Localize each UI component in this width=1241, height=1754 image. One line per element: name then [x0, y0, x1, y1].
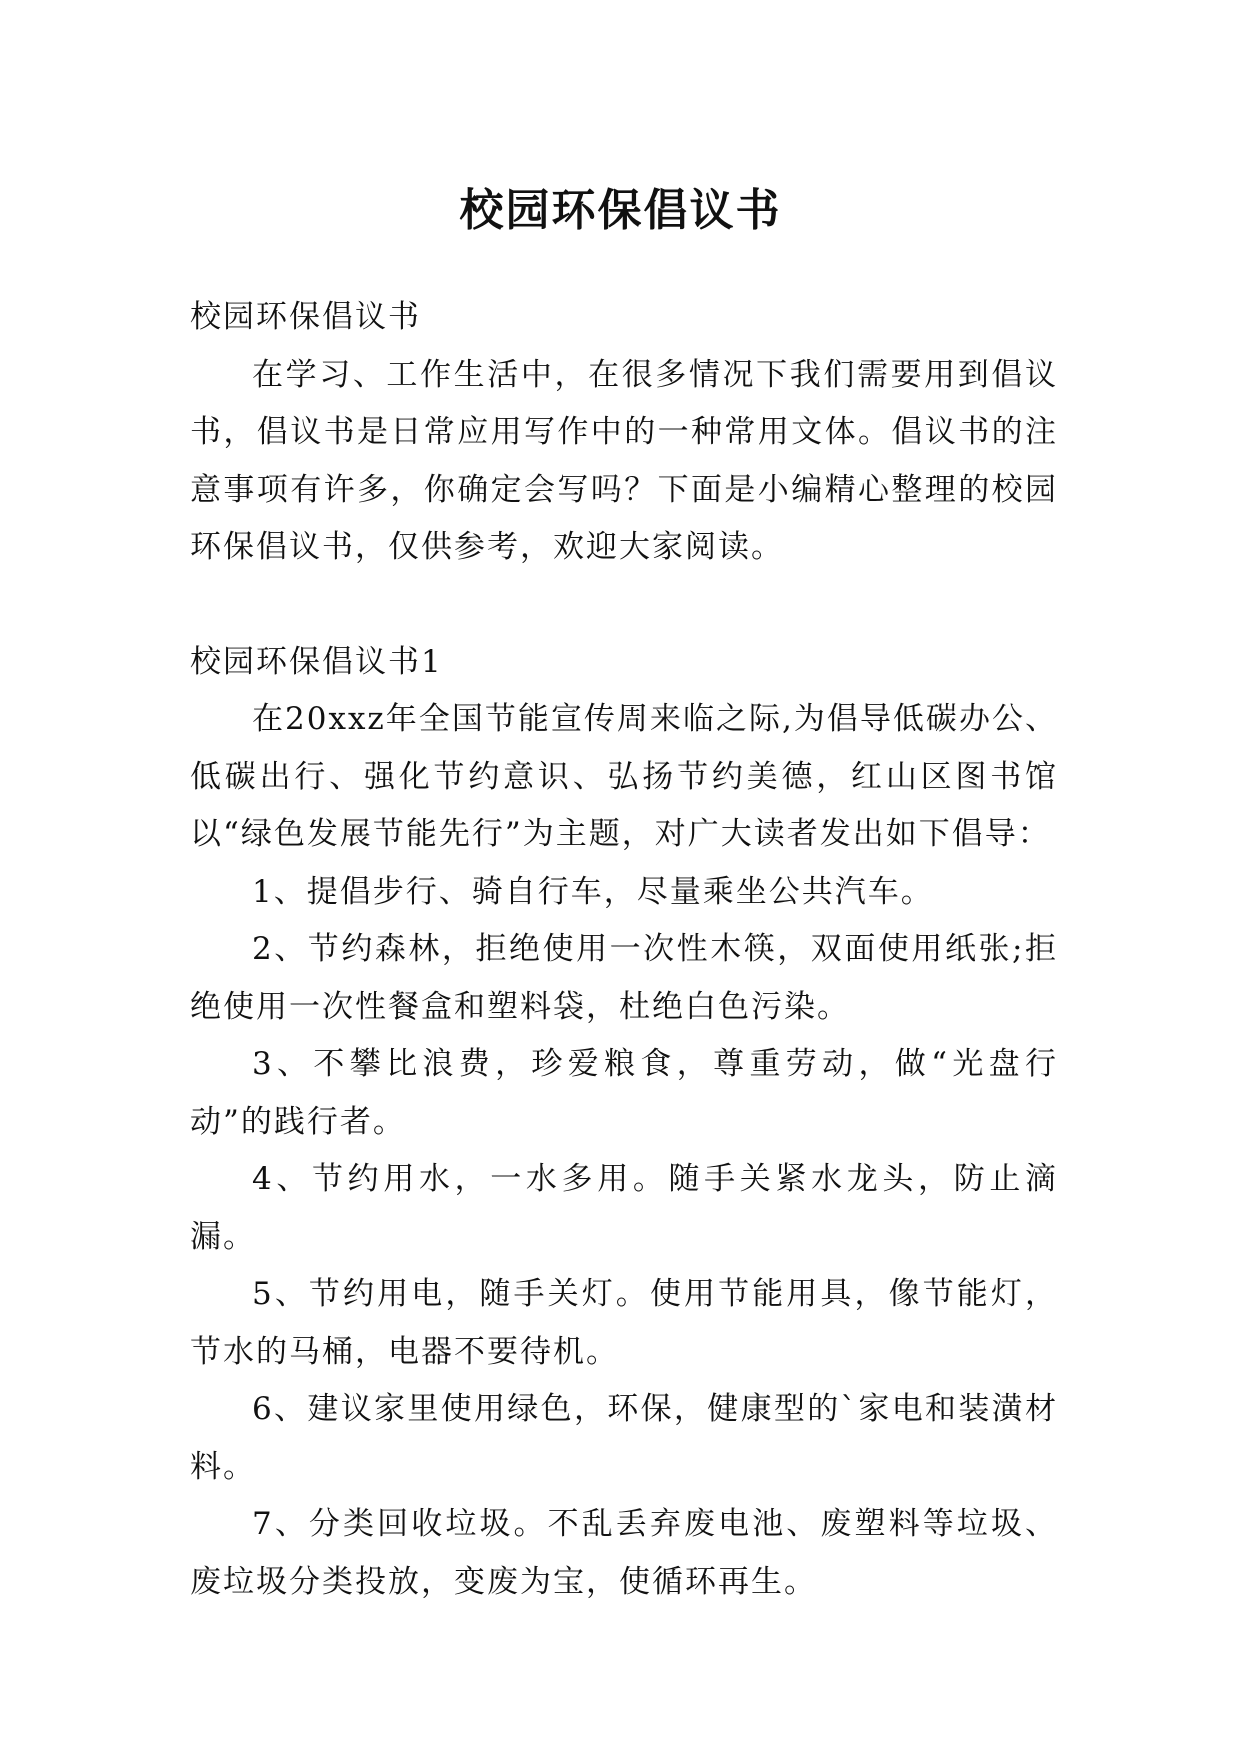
proposal-item-5: 5、节约用电，随手关灯。使用节能用具，像节能灯，节水的马桶，电器不要待机。 — [190, 1276, 1058, 1370]
proposal-item-1: 1、提倡步行、骑自行车，尽量乘坐公共汽车。 — [252, 873, 934, 910]
proposal-item-2: 2、节约森林，拒绝使用一次性木筷，双面使用纸张;拒绝使用一次性餐盒和塑料袋，杜绝白色污染。 — [190, 931, 1058, 1025]
intro-paragraph: 在学习、工作生活中，在很多情况下我们需要用到倡议书，倡议书是日常应用写作中的一种常用文体。倡议书的注意事项有许多，你确定会写吗？下面是小编精心整理的校园环保倡议书，仅供参考，欢迎大家阅读。 — [190, 356, 1058, 565]
intro-heading: 校园环保倡议书 — [190, 299, 421, 335]
document-title: 校园环保倡议书 — [459, 185, 782, 237]
proposal-item-7: 7、分类回收垃圾。不乱丢弃废电池、废塑料等垃圾、废垃圾分类投放，变废为宝，使循环再生。 — [190, 1506, 1058, 1600]
paragraph-spacer — [190, 577, 1058, 634]
section1-heading: 校园环保倡议书1 — [190, 643, 443, 680]
document-body — [190, 289, 1058, 1611]
proposal-item-3: 3、不攀比浪费，珍爱粮食，尊重劳动，做“光盘行动”的践行者。 — [190, 1046, 1058, 1140]
section1-opening: 在20xxz年全国节能宣传周来临之际,为倡导低碳办公、低碳出行、强化节约意识、弘扬节约美德，红山区图书馆以“绿色发展节能先行”为主题，对广大读者发出如下倡导： — [190, 701, 1058, 852]
proposal-item-6: 6、建议家里使用绿色，环保，健康型的`家电和装潢材料。 — [190, 1391, 1058, 1485]
proposal-item-4: 4、节约用水，一水多用。随手关紧水龙头，防止滴漏。 — [190, 1161, 1058, 1255]
